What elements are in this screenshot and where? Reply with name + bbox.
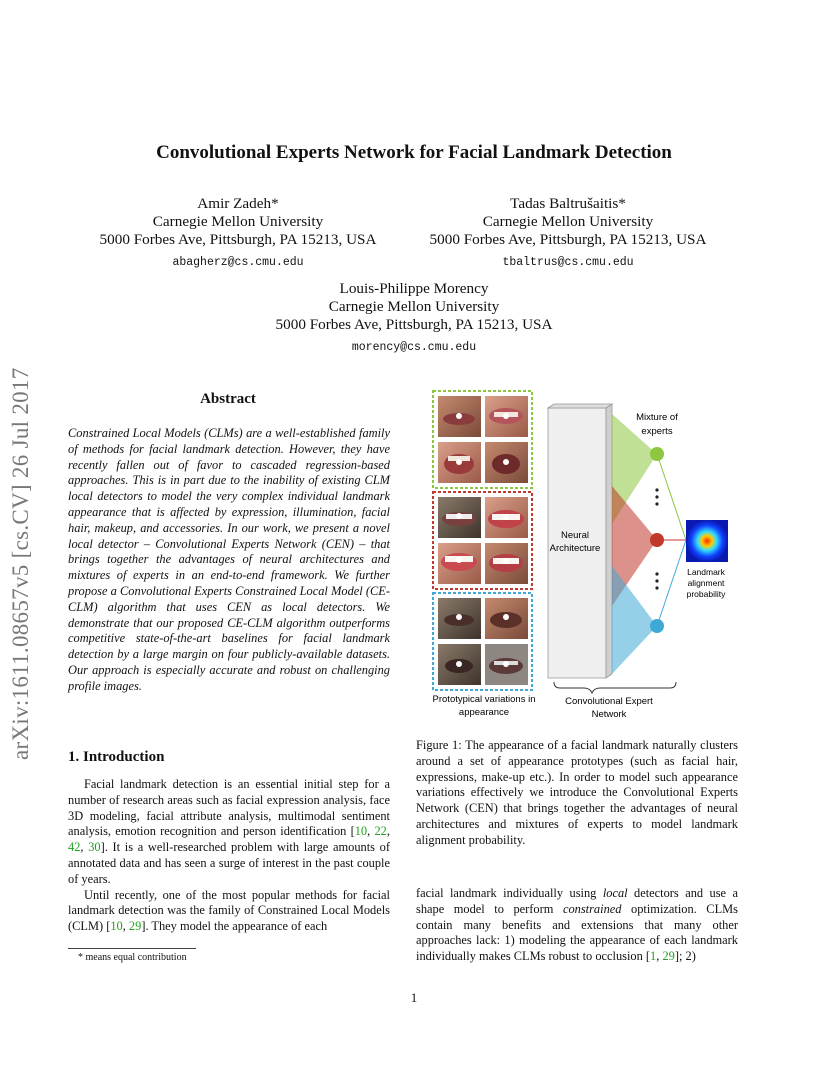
network-brace [554, 682, 676, 693]
author-email: abagherz@cs.cmu.edu [172, 256, 304, 269]
label-landmark: probability [686, 589, 726, 599]
label-mixture: experts [641, 426, 673, 437]
page-number: 1 [410, 990, 418, 1005]
landmark-probability-heatmap [686, 520, 728, 562]
right-column-body: facial landmark individually using local detectors and use a shape model to perform constrained optimization. CLMs contain many benefits and extensions that many other approaches lack: 1) modeling the appearance of each landmark individually makes CLMs robust to occlusion [1, 29]; 2) [416, 886, 738, 964]
author-name: Tadas Baltrušaitis* [510, 195, 626, 212]
label-prototypical: appearance [458, 707, 510, 718]
paper-title: Convolutional Experts Network for Facial Landmark Detection [156, 142, 672, 163]
abstract-heading: Abstract [200, 391, 256, 407]
label-cen: Convolutional Expert [565, 696, 653, 707]
author-email: morency@cs.cmu.edu [351, 341, 477, 354]
label-neural: Neural [561, 530, 589, 541]
arxiv-stamp: arXiv:1611.08657v5 [cs.CV] 26 Jul 2017 [8, 367, 33, 760]
author-address: 5000 Forbes Ave, Pittsburgh, PA 15213, USA [429, 231, 707, 248]
citation-link[interactable]: 22 [374, 824, 387, 839]
citation-link[interactable]: 29 [128, 919, 142, 934]
citation-link[interactable]: 1 [650, 949, 657, 964]
label-cen: Network [591, 709, 627, 720]
label-neural: Architecture [549, 543, 601, 554]
label-landmark: Landmark [687, 567, 725, 577]
author-address: 5000 Forbes Ave, Pittsburgh, PA 15213, USA [99, 231, 377, 248]
author-block-3 [254, 280, 574, 357]
label-prototypical: Prototypical variations in [432, 694, 536, 705]
expert-node-blue [650, 619, 664, 633]
author-email: tbaltrus@cs.cmu.edu [502, 256, 634, 269]
section-heading-introduction: 1. Introduction [68, 749, 165, 765]
label-mixture: Mixture of [636, 412, 678, 423]
intro-paragraph: Until recently, one of the most popular methods for facial landmark detection was the family of Constrained Local Models (CLM) [10, 29]. They model the appearance of each [68, 887, 390, 934]
author-affiliation: Carnegie Mellon University [152, 213, 324, 230]
abstract-text: Constrained Local Models (CLMs) are a well-established family of methods for facial landmark detection. However, they have recently fallen out of favor to cascaded regression-based approaches. This is in part due to the inability of existing CLM local detectors to model the very complex individual landmark appearance that is affected by expression, illumination, facial hair, makeup, and accessories. In our work, we present a novel local detector – Convolutional Experts Network (CEN) – that brings together the advantages of neural architectures and mixtures of experts in an end-to-end framework. We further propose a Convolutional Experts Constrained Local Model (CE-CLM) algorithm that uses CEN as local detectors. We demonstrate that our proposed CE-CLM algorithm outperforms competitive state-of-the-art baselines for facial landmark detection by a large margin on four publicly-available datasets. Our approach is especially accurate and robust on challenging profile images. [68, 426, 390, 693]
figure-1-caption: Figure 1: The appearance of a facial landmark naturally clusters around a set of appearance prototypes (such as facial hair, expressions, make-up etc.). In order to model such appearance variations effectively we introduce the Convolutional Experts Network (CEN) that brings together the advantages of neural architectures and mixtures of experts to model landmark alignment probability. [416, 738, 738, 847]
citation-link[interactable]: 30 [88, 840, 101, 855]
intro-body [68, 777, 390, 935]
citation-link[interactable]: 29 [662, 949, 675, 964]
author-block-2 [418, 195, 718, 272]
author-affiliation: Carnegie Mellon University [482, 213, 654, 230]
intro-paragraph: Facial landmark detection is an essential initial step for a number of research areas such as facial expression analysis, face 3D modeling, facial attribute analysis, multimodal sentiment analysis, emotion recognition and person identification [10, 22, 42, 30]. It is a well-researched problem with large amounts of annotated data and has seen a surge of interest in the past couple of years. [68, 777, 390, 886]
expert-node-green [650, 447, 664, 461]
author-name: Amir Zadeh* [197, 195, 279, 212]
expert-fan-blue [612, 566, 657, 674]
citation-link[interactable]: 10 [354, 824, 368, 839]
footnote: * means equal contribution [78, 952, 187, 963]
author-block-1 [88, 195, 388, 272]
label-landmark: alignment [687, 578, 725, 588]
face-thumbnails [438, 396, 528, 685]
author-address: 5000 Forbes Ave, Pittsburgh, PA 15213, USA [275, 316, 553, 333]
author-name: Louis-Philippe Morency [339, 280, 489, 297]
author-affiliation: Carnegie Mellon University [328, 298, 500, 315]
expert-node-red [650, 533, 664, 547]
figure-1 [424, 386, 738, 722]
figure-1-diagram [424, 386, 738, 722]
footnote-rule [68, 948, 196, 949]
citation-link[interactable]: 42 [68, 840, 81, 855]
citation-link[interactable]: 10 [110, 919, 123, 934]
